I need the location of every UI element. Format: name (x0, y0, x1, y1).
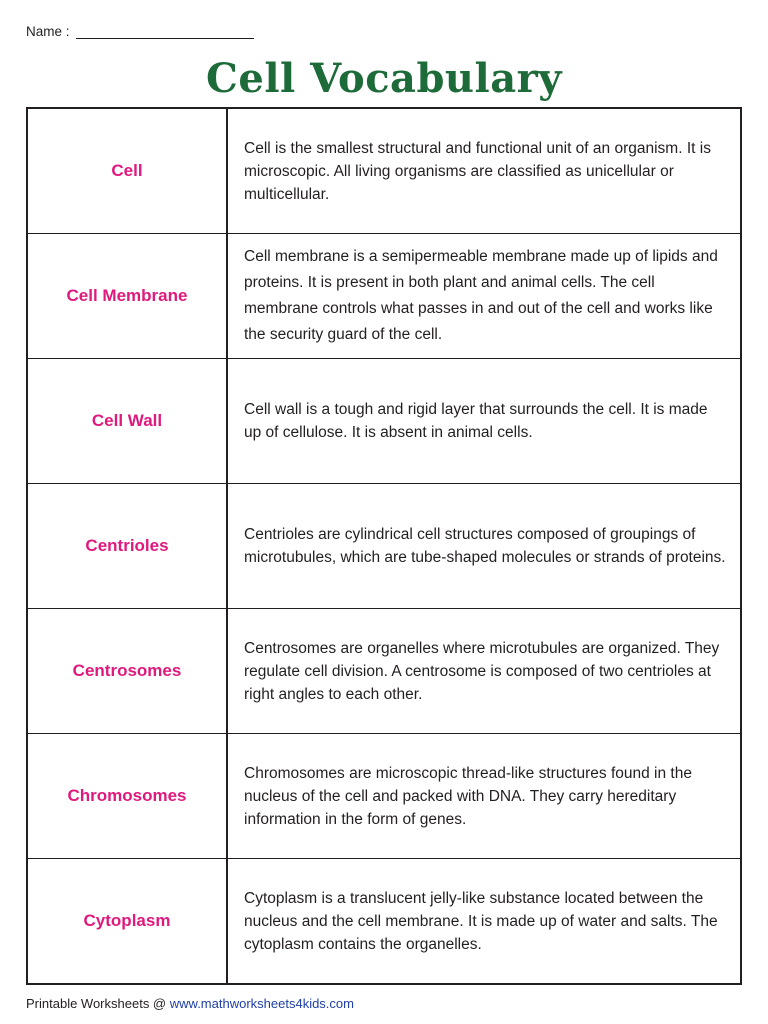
table-row (28, 858, 740, 983)
definition-cell: Cytoplasm is a translucent jelly-like substance located between the nucleus and the cell membrane. It is made up of water and salts. The cytoplasm contains the organelles. (244, 889, 718, 953)
term-cell: Cell Wall (28, 359, 228, 483)
name-label: Name : (26, 24, 70, 39)
table-row (28, 733, 740, 858)
term-cell: Cell (28, 109, 228, 233)
vocabulary-table (26, 107, 742, 985)
term-cell: Chromosomes (28, 734, 228, 858)
definition-cell: Cell wall is a tough and rigid layer that surrounds the cell. It is made up of cellulose. It is absent in animal cells. (244, 401, 708, 441)
table-row (28, 109, 740, 233)
term-cell: Cell Membrane (28, 234, 228, 358)
term-cell: Centrosomes (28, 609, 228, 733)
term-cell: Centrioles (28, 484, 228, 608)
table-row (28, 483, 740, 608)
definition-cell: Chromosomes are microscopic thread-like structures found in the nucleus of the cell and packed with DNA. They carry hereditary information in the form of genes. (244, 764, 692, 828)
footer-label: Printable Worksheets @ (26, 996, 167, 1011)
name-blank-line[interactable] (76, 22, 254, 39)
footer-website-link[interactable]: www.mathworksheets4kids.com (169, 996, 354, 1011)
definition-cell: Cell is the smallest structural and functional unit of an organism. It is microscopic. All living organisms are classified as unicellular or multicellular. (244, 139, 711, 203)
page-title: Cell Vocabulary (206, 55, 562, 102)
term-cell: Cytoplasm (28, 859, 228, 983)
definition-cell: Centrioles are cylindrical cell structures composed of groupings of microtubules, which are tube-shaped molecules or strands of proteins. (244, 526, 726, 566)
definition-cell: Centrosomes are organelles where microtubules are organized. They regulate cell division. A centrosome is composed of two centrioles at right angles to each other. (244, 639, 720, 703)
definition-cell: Cell membrane is a semipermeable membrane made up of lipids and proteins. It is present in both plant and animal cells. The cell membrane controls what passes in and out of the cell and works like the security guard of the cell. (244, 248, 718, 343)
table-row (28, 233, 740, 358)
table-row (28, 358, 740, 483)
table-row (28, 608, 740, 733)
footer (26, 996, 354, 1011)
name-field (26, 22, 254, 39)
